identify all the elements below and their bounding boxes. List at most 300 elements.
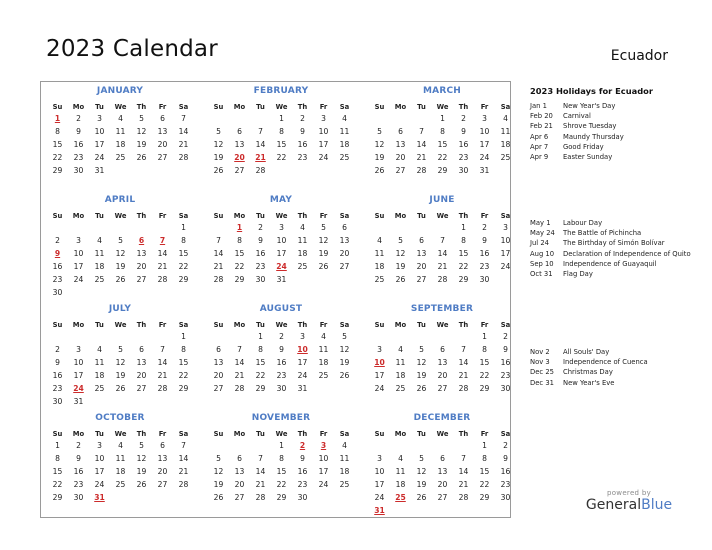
brand-name <box>584 497 674 513</box>
holiday-item <box>530 132 705 142</box>
day-cell: 1 <box>440 114 445 123</box>
weekday-header: We <box>275 212 288 220</box>
day-cell-holiday: 31 <box>94 493 105 502</box>
day-cell: 2 <box>503 332 508 341</box>
day-cell: 14 <box>178 454 189 463</box>
day-cell: 13 <box>339 236 350 245</box>
day-cell: 12 <box>416 467 427 476</box>
day-cell: 22 <box>479 480 490 489</box>
day-cell: 17 <box>73 371 84 380</box>
weekday-header: Su <box>52 212 63 220</box>
day-cell: 3 <box>321 114 326 123</box>
holiday-date: Apr 7 <box>530 142 549 151</box>
day-cell: 13 <box>234 140 245 149</box>
day-cell: 4 <box>300 223 305 232</box>
day-cell: 22 <box>437 153 448 162</box>
day-cell: 22 <box>52 480 63 489</box>
holiday-name: Easter Sunday <box>563 153 613 162</box>
day-cell: 12 <box>115 358 126 367</box>
day-cell: 16 <box>500 467 511 476</box>
day-cell: 13 <box>136 358 147 367</box>
weekday-header: Sa <box>339 103 350 111</box>
day-cell: 23 <box>500 371 511 380</box>
day-cell: 1 <box>181 332 186 341</box>
day-cell: 14 <box>255 140 266 149</box>
day-cell: 4 <box>118 114 123 123</box>
day-cell: 13 <box>213 358 224 367</box>
weekday-header: Sa <box>339 321 350 329</box>
weekday-header: Su <box>213 212 224 220</box>
day-cell: 11 <box>374 249 385 258</box>
day-cell: 11 <box>94 358 105 367</box>
day-cell: 30 <box>52 288 63 297</box>
weekday-header: Tu <box>256 212 265 220</box>
weekday-header: Fr <box>480 103 489 111</box>
day-cell: 15 <box>178 358 189 367</box>
day-cell: 18 <box>115 467 126 476</box>
holiday-item <box>530 357 705 367</box>
day-cell: 30 <box>73 493 84 502</box>
holiday-name: Maundy Thursday <box>563 132 624 141</box>
day-cell: 5 <box>419 345 424 354</box>
weekday-header: We <box>436 321 449 329</box>
day-cell: 30 <box>52 397 63 406</box>
day-cell: 12 <box>318 236 329 245</box>
holiday-date: Apr 9 <box>530 153 549 162</box>
holiday-date: Feb 20 <box>530 112 553 121</box>
holiday-name: New Year's Day <box>563 102 616 110</box>
day-cell: 19 <box>339 358 350 367</box>
day-cell: 8 <box>55 454 60 463</box>
day-cell: 17 <box>374 371 385 380</box>
day-cell: 26 <box>115 384 126 393</box>
month-name: JULY <box>108 304 132 314</box>
day-cell: 29 <box>437 166 448 175</box>
day-cell-holiday: 1 <box>236 223 243 232</box>
day-cell: 29 <box>479 384 490 393</box>
holiday-date: Dec 25 <box>530 368 554 377</box>
day-cell: 8 <box>258 345 263 354</box>
weekday-header: We <box>114 430 127 438</box>
day-cell: 21 <box>437 262 448 271</box>
month-name: SEPTEMBER <box>410 304 474 314</box>
day-cell: 22 <box>234 262 245 271</box>
day-cell-holiday: 24 <box>73 384 84 393</box>
day-cell: 24 <box>500 262 511 271</box>
day-cell: 15 <box>479 467 490 476</box>
day-cell: 17 <box>276 249 287 258</box>
holiday-item <box>530 228 705 238</box>
weekday-header: Mo <box>394 321 407 329</box>
day-cell: 5 <box>321 223 326 232</box>
month-name: AUGUST <box>259 304 303 314</box>
weekday-header: Su <box>374 212 385 220</box>
weekday-header: We <box>436 430 449 438</box>
day-cell: 3 <box>76 236 81 245</box>
holiday-item <box>530 367 705 377</box>
day-cell: 26 <box>136 480 147 489</box>
day-cell: 20 <box>136 371 147 380</box>
day-cell: 7 <box>258 454 263 463</box>
day-cell: 28 <box>458 384 469 393</box>
day-cell: 5 <box>398 236 403 245</box>
holiday-group <box>530 347 705 388</box>
day-cell: 24 <box>94 153 105 162</box>
day-cell: 25 <box>94 384 105 393</box>
day-cell: 14 <box>416 140 427 149</box>
day-cell: 18 <box>115 140 126 149</box>
holiday-date: May 1 <box>530 219 551 227</box>
day-cell-holiday: 10 <box>297 345 308 354</box>
day-cell: 15 <box>178 249 189 258</box>
day-cell: 27 <box>395 166 406 175</box>
day-cell: 15 <box>52 467 63 476</box>
day-cell: 1 <box>55 441 60 450</box>
day-cell: 22 <box>255 371 266 380</box>
weekday-header: Mo <box>394 430 407 438</box>
day-cell: 15 <box>276 467 287 476</box>
month-name: FEBRUARY <box>253 86 309 96</box>
day-cell: 4 <box>321 332 326 341</box>
holiday-item <box>530 249 705 259</box>
day-cell: 23 <box>73 480 84 489</box>
day-cell: 15 <box>255 358 266 367</box>
weekday-header: Th <box>458 103 469 111</box>
day-cell: 16 <box>52 371 63 380</box>
day-cell: 19 <box>115 371 126 380</box>
day-cell: 22 <box>178 371 189 380</box>
month-name: APRIL <box>104 195 136 205</box>
page-title: 2023 Calendar <box>46 36 218 62</box>
day-cell: 19 <box>213 153 224 162</box>
holiday-name: Carnival <box>563 112 591 121</box>
day-cell: 14 <box>213 249 224 258</box>
day-cell: 1 <box>461 223 466 232</box>
weekday-header: Tu <box>417 321 426 329</box>
day-cell: 27 <box>157 480 168 489</box>
weekday-header: Th <box>458 430 469 438</box>
day-cell: 27 <box>136 275 147 284</box>
day-cell: 30 <box>458 166 469 175</box>
weekday-header: Sa <box>500 103 511 111</box>
holiday-list-title: 2023 Holidays for Ecuador <box>530 86 653 96</box>
day-cell: 5 <box>342 332 347 341</box>
day-cell: 25 <box>395 384 406 393</box>
day-cell: 1 <box>258 332 263 341</box>
day-cell: 13 <box>437 467 448 476</box>
day-cell: 19 <box>416 371 427 380</box>
day-cell: 21 <box>178 467 189 476</box>
day-cell: 10 <box>94 454 105 463</box>
day-cell: 11 <box>297 236 308 245</box>
holiday-date: Apr 6 <box>530 132 549 141</box>
day-cell: 7 <box>181 441 186 450</box>
day-cell-holiday: 7 <box>159 236 166 245</box>
month-name: NOVEMBER <box>251 413 311 423</box>
weekday-header: We <box>275 103 288 111</box>
month-august <box>208 300 358 409</box>
day-cell: 22 <box>276 153 287 162</box>
weekday-header: Su <box>52 103 63 111</box>
day-cell: 10 <box>374 467 385 476</box>
day-cell: 6 <box>419 236 424 245</box>
day-cell: 10 <box>479 127 490 136</box>
day-cell: 9 <box>258 236 263 245</box>
day-cell: 31 <box>73 397 84 406</box>
weekday-header: We <box>275 430 288 438</box>
day-cell: 11 <box>115 127 126 136</box>
day-cell: 12 <box>115 249 126 258</box>
day-cell: 26 <box>115 275 126 284</box>
holiday-date: Dec 31 <box>530 378 554 387</box>
weekday-header: Mo <box>233 430 246 438</box>
day-cell: 13 <box>395 140 406 149</box>
day-cell: 5 <box>419 454 424 463</box>
weekday-header: Mo <box>394 212 407 220</box>
day-cell: 25 <box>339 480 350 489</box>
weekday-header: Su <box>213 103 224 111</box>
day-cell: 12 <box>213 140 224 149</box>
day-cell: 29 <box>276 493 287 502</box>
holiday-item <box>530 101 705 111</box>
day-cell: 14 <box>458 467 469 476</box>
day-cell: 2 <box>461 114 466 123</box>
day-cell: 8 <box>181 236 186 245</box>
day-cell: 26 <box>339 371 350 380</box>
day-cell: 17 <box>73 262 84 271</box>
day-cell: 23 <box>255 262 266 271</box>
day-cell: 13 <box>437 358 448 367</box>
weekday-header: Fr <box>480 212 489 220</box>
holiday-group <box>530 101 705 162</box>
day-cell: 6 <box>139 345 144 354</box>
day-cell: 16 <box>458 140 469 149</box>
weekday-header: Tu <box>95 321 104 329</box>
day-cell-holiday: 6 <box>138 236 145 245</box>
day-cell: 21 <box>157 371 168 380</box>
day-cell: 29 <box>52 493 63 502</box>
day-cell-holiday: 21 <box>255 153 266 162</box>
day-cell: 18 <box>339 140 350 149</box>
day-cell: 7 <box>181 114 186 123</box>
weekday-header: Mo <box>72 212 85 220</box>
day-cell: 20 <box>416 262 427 271</box>
day-cell: 3 <box>279 223 284 232</box>
day-cell: 7 <box>258 127 263 136</box>
weekday-header: Tu <box>417 212 426 220</box>
month-november <box>208 409 358 518</box>
day-cell: 15 <box>458 249 469 258</box>
day-cell: 6 <box>160 441 165 450</box>
month-september <box>369 300 519 409</box>
day-cell: 29 <box>458 275 469 284</box>
day-cell: 25 <box>94 275 105 284</box>
day-cell: 26 <box>136 153 147 162</box>
day-cell: 3 <box>76 345 81 354</box>
day-cell: 21 <box>178 140 189 149</box>
day-cell: 3 <box>97 441 102 450</box>
holiday-name: New Year's Eve <box>563 378 615 387</box>
weekday-header: Th <box>297 430 308 438</box>
day-cell: 23 <box>276 371 287 380</box>
day-cell: 3 <box>482 114 487 123</box>
day-cell: 2 <box>55 345 60 354</box>
day-cell: 8 <box>482 345 487 354</box>
day-cell: 16 <box>255 249 266 258</box>
day-cell: 29 <box>178 384 189 393</box>
day-cell: 29 <box>178 275 189 284</box>
day-cell: 25 <box>374 275 385 284</box>
weekday-header: Tu <box>417 103 426 111</box>
day-cell: 12 <box>416 358 427 367</box>
weekday-header: Tu <box>95 212 104 220</box>
holiday-item <box>530 269 705 279</box>
day-cell: 31 <box>297 384 308 393</box>
day-cell: 6 <box>342 223 347 232</box>
holiday-item <box>530 347 705 357</box>
weekday-header: Th <box>136 212 147 220</box>
day-cell: 30 <box>255 275 266 284</box>
day-cell: 29 <box>255 384 266 393</box>
day-cell: 9 <box>482 236 487 245</box>
day-cell: 23 <box>73 153 84 162</box>
day-cell: 18 <box>318 358 329 367</box>
day-cell: 18 <box>395 371 406 380</box>
day-cell: 28 <box>437 275 448 284</box>
day-cell: 19 <box>115 262 126 271</box>
day-cell: 27 <box>213 384 224 393</box>
brand-logo <box>584 489 674 513</box>
day-cell: 23 <box>479 262 490 271</box>
day-cell: 16 <box>73 140 84 149</box>
weekday-header: Sa <box>500 430 511 438</box>
day-cell: 26 <box>213 493 224 502</box>
holiday-name: Independence of Cuenca <box>563 358 648 367</box>
weekday-header: Su <box>374 430 385 438</box>
holiday-date: Feb 21 <box>530 122 553 131</box>
day-cell: 28 <box>157 275 168 284</box>
day-cell: 3 <box>503 223 508 232</box>
day-cell: 31 <box>479 166 490 175</box>
day-cell: 31 <box>94 166 105 175</box>
day-cell: 21 <box>234 371 245 380</box>
month-name: MARCH <box>423 86 461 96</box>
month-october <box>47 409 197 518</box>
day-cell: 4 <box>97 345 102 354</box>
weekday-header: Fr <box>158 430 167 438</box>
day-cell: 20 <box>234 480 245 489</box>
day-cell: 10 <box>318 127 329 136</box>
month-name: OCTOBER <box>95 413 145 423</box>
holiday-date: Nov 3 <box>530 358 550 367</box>
day-cell: 20 <box>213 371 224 380</box>
holiday-item <box>530 218 705 228</box>
day-cell: 20 <box>437 480 448 489</box>
day-cell: 9 <box>300 454 305 463</box>
day-cell: 18 <box>374 262 385 271</box>
holiday-date: Sep 10 <box>530 259 554 268</box>
day-cell: 27 <box>339 262 350 271</box>
day-cell: 20 <box>157 467 168 476</box>
day-cell: 1 <box>279 114 284 123</box>
day-cell: 7 <box>237 345 242 354</box>
day-cell: 16 <box>297 467 308 476</box>
weekday-header: Tu <box>95 103 104 111</box>
day-cell: 5 <box>118 345 123 354</box>
day-cell: 18 <box>297 249 308 258</box>
day-cell: 24 <box>318 480 329 489</box>
day-cell: 8 <box>482 454 487 463</box>
day-cell: 23 <box>297 153 308 162</box>
month-april <box>47 191 197 300</box>
day-cell: 26 <box>374 166 385 175</box>
month-name: MAY <box>269 195 293 205</box>
day-cell: 4 <box>118 441 123 450</box>
day-cell: 9 <box>461 127 466 136</box>
day-cell: 22 <box>178 262 189 271</box>
day-cell: 7 <box>461 345 466 354</box>
day-cell: 25 <box>297 262 308 271</box>
day-cell: 18 <box>500 140 511 149</box>
day-cell: 23 <box>52 384 63 393</box>
day-cell: 27 <box>437 384 448 393</box>
day-cell: 14 <box>178 127 189 136</box>
day-cell: 26 <box>416 384 427 393</box>
day-cell: 8 <box>55 127 60 136</box>
day-cell: 28 <box>178 480 189 489</box>
day-cell: 8 <box>461 236 466 245</box>
day-cell: 21 <box>255 480 266 489</box>
month-december <box>369 409 519 518</box>
day-cell: 10 <box>318 454 329 463</box>
day-cell-holiday: 2 <box>299 441 306 450</box>
day-cell: 8 <box>237 236 242 245</box>
weekday-header: Su <box>213 430 224 438</box>
day-cell-holiday: 1 <box>54 114 61 123</box>
weekday-header: Fr <box>158 103 167 111</box>
day-cell: 11 <box>395 358 406 367</box>
day-cell: 16 <box>297 140 308 149</box>
holiday-date: Aug 10 <box>530 249 555 258</box>
day-cell: 8 <box>279 127 284 136</box>
day-cell: 29 <box>234 275 245 284</box>
weekday-header: Th <box>136 103 147 111</box>
weekday-header: We <box>275 321 288 329</box>
day-cell: 11 <box>339 454 350 463</box>
day-cell: 26 <box>213 166 224 175</box>
weekday-header: Fr <box>158 321 167 329</box>
day-cell-holiday: 3 <box>320 441 327 450</box>
weekday-header: Fr <box>319 212 328 220</box>
day-cell: 17 <box>479 140 490 149</box>
weekday-header: Tu <box>95 430 104 438</box>
day-cell: 21 <box>458 371 469 380</box>
day-cell-holiday: 31 <box>374 506 385 515</box>
day-cell: 27 <box>416 275 427 284</box>
day-cell: 4 <box>398 454 403 463</box>
day-cell: 19 <box>416 480 427 489</box>
day-cell: 18 <box>94 262 105 271</box>
day-cell: 19 <box>395 262 406 271</box>
weekday-header: Mo <box>233 212 246 220</box>
day-cell: 1 <box>279 441 284 450</box>
day-cell: 2 <box>503 441 508 450</box>
day-cell: 13 <box>234 467 245 476</box>
holiday-name: Independence of Guayaquil <box>563 259 657 268</box>
day-cell: 9 <box>76 127 81 136</box>
day-cell: 6 <box>440 345 445 354</box>
day-cell: 5 <box>139 441 144 450</box>
